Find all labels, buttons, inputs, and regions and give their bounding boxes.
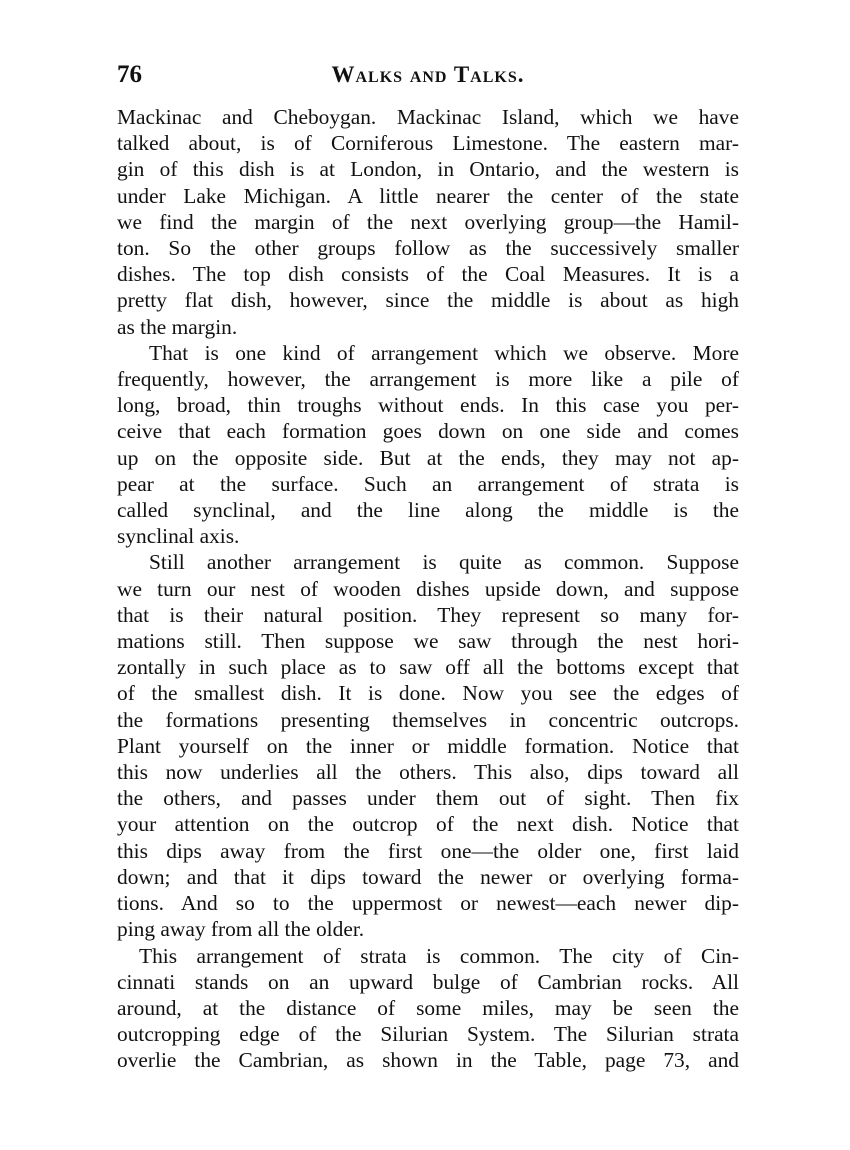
text-line: called synclinal, and the line along the middle is the	[117, 498, 739, 523]
text-line: pretty flat dish, however, since the middle is about as high	[117, 288, 739, 313]
text-line: the formations presenting themselves in concentric outcrops.	[117, 707, 739, 732]
text-line: dishes. The top dish consists of the Coal Measures. It is a	[117, 262, 739, 287]
text-line: Still another arrangement is quite as common. Suppose	[149, 550, 739, 575]
text-line: overlie the Cambrian, as shown in the Table, page 73, and	[117, 1048, 739, 1073]
text-line: this dips away from the first one—the older one, first laid	[117, 838, 739, 863]
text-line: ping away from all the older.	[117, 917, 365, 942]
text-line: under Lake Michigan. A little nearer the center of the state	[117, 183, 739, 208]
text-line: ceive that each formation goes down on one side and comes	[117, 419, 739, 444]
text-line: the others, and passes under them out of sight. Then fix	[117, 786, 739, 811]
body-text	[117, 104, 739, 1074]
text-line: of the smallest dish. It is done. Now you see the edges of	[117, 681, 739, 706]
text-line: pear at the surface. Such an arrangement of strata is	[117, 471, 739, 496]
page-header	[117, 58, 739, 92]
text-line: talked about, is of Corniferous Limestone. The eastern mar-	[117, 131, 739, 156]
text-line: This arrangement of strata is common. The city of Cin-	[139, 943, 739, 968]
text-line: long, broad, thin troughs without ends. In this case you per-	[117, 393, 739, 418]
text-line: down; and that it dips toward the newer or overlying forma-	[117, 864, 739, 889]
text-line: ton. So the other groups follow as the successively smaller	[117, 236, 739, 261]
text-line: we find the margin of the next overlying group—the Hamil-	[117, 209, 739, 234]
text-line: tions. And so to the uppermost or newest—each newer dip-	[117, 891, 739, 916]
text-line: we turn our nest of wooden dishes upside down, and suppose	[117, 576, 739, 601]
text-line: Mackinac and Cheboygan. Mackinac Island, which we have	[117, 105, 739, 129]
text-line: synclinal axis.	[117, 524, 240, 549]
text-line: Plant yourself on the inner or middle formation. Notice that	[117, 733, 739, 758]
text-line: that is their natural position. They represent so many for-	[117, 602, 739, 627]
text-line: frequently, however, the arrangement is more like a pile of	[117, 367, 739, 392]
text-line: as the margin.	[117, 314, 238, 339]
text-line: up on the opposite side. But at the ends, they may not ap-	[117, 445, 739, 470]
text-line: That is one kind of arrangement which we observe. More	[149, 340, 739, 365]
text-line: gin of this dish is at London, in Ontario, and the western is	[117, 157, 739, 182]
text-line: your attention on the outcrop of the next dish. Notice that	[117, 812, 739, 837]
page-number: 76	[117, 61, 142, 88]
text-line: outcropping edge of the Silurian System. The Silurian strata	[117, 1022, 739, 1047]
text-line: zontally in such place as to saw off all the bottoms except that	[117, 655, 739, 680]
running-title: Walks and Talks.	[331, 62, 525, 87]
text-line: mations still. Then suppose we saw through the nest hori-	[117, 629, 739, 654]
text-line: this now underlies all the others. This also, dips toward all	[117, 760, 739, 785]
text-line: around, at the distance of some miles, may be seen the	[117, 995, 739, 1020]
text-line: cinnati stands on an upward bulge of Cambrian rocks. All	[117, 969, 739, 994]
